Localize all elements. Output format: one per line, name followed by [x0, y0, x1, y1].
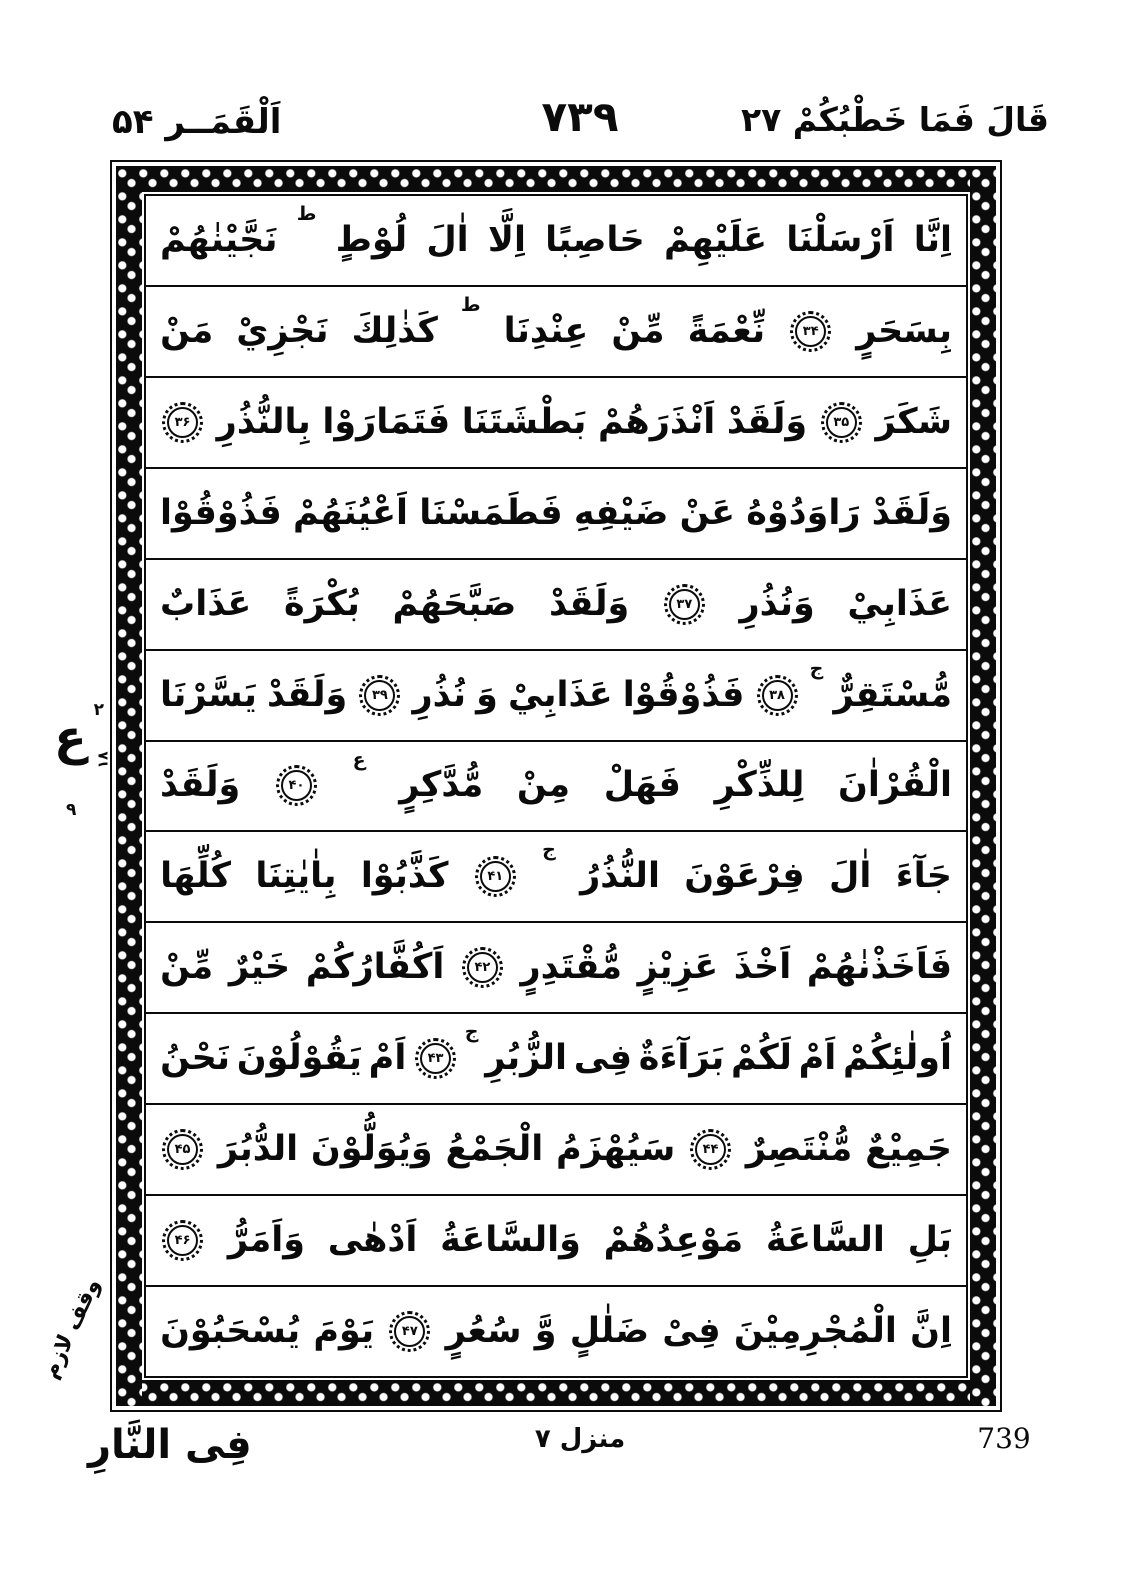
quran-word: وَلَقَدْ: [160, 765, 241, 806]
waqf-mark: ج: [464, 1021, 479, 1044]
quran-word: وَلَقَدْ: [871, 492, 952, 533]
ruku-number-bottom: ۹: [66, 800, 77, 820]
quran-word: سُعُرٍ: [445, 1311, 522, 1352]
quran-word: لُوْطٍ: [335, 219, 408, 260]
catchword: فِى النَّارِ: [88, 1422, 252, 1468]
quran-word: مُّقْتَدِرٍ: [520, 947, 622, 988]
quran-word: اَرْسَلْنَا: [786, 219, 895, 260]
quran-word: وَّ: [534, 1311, 557, 1352]
quran-word: عَلَيْهِمْ: [663, 219, 768, 260]
quran-word: نَجَّيْنٰهُمْ: [160, 219, 278, 260]
quran-word: وَاَمَرُّ: [227, 1220, 306, 1261]
quran-word: وَالسَّاعَةُ: [440, 1220, 581, 1261]
verse-number: ۴۰: [288, 778, 305, 794]
quran-word: فِىْ: [662, 1311, 721, 1352]
quran-word: مِنْ: [516, 765, 571, 806]
quran-word: فَذُوْقُوْا: [622, 674, 745, 715]
page-number-arabic: ۷۳۹: [541, 92, 619, 141]
verse-number: ۴۲: [474, 960, 491, 976]
quran-word: اٰلَ: [829, 856, 872, 897]
verse-number-rosette: [695, 1134, 726, 1165]
quran-word: مُّسْتَقِرٌّ: [833, 674, 952, 715]
verse-number-rosette: [167, 1225, 198, 1256]
verse-number: ۴۷: [401, 1324, 418, 1340]
quran-word: فَتَمَارَوْا: [322, 401, 451, 442]
verse-number: ۴۶: [174, 1233, 191, 1249]
quran-word: بُكْرَةً: [283, 583, 360, 624]
quran-word: الْمُجْرِمِيْنَ: [733, 1311, 897, 1352]
quran-word: وَلَقَدْ: [726, 401, 808, 442]
page-number-western: 739: [977, 1422, 1031, 1455]
quran-word: بَلِ: [907, 1220, 952, 1261]
quran-line: [146, 1196, 966, 1287]
verse-number: ۳۴: [802, 323, 819, 339]
quran-word: فَذُوْقُوْا: [160, 492, 282, 533]
quran-word: اَنْذَرَهُمْ: [597, 401, 716, 442]
quran-word: يَسَّرْنَا: [160, 674, 257, 715]
quran-word: اٰلَ: [426, 219, 469, 260]
quran-word: السَّاعَةُ: [765, 1220, 885, 1261]
quran-word: اَمْ: [368, 1038, 407, 1079]
waqf-mark: ج: [809, 657, 824, 680]
quran-word: مَنْ: [160, 310, 214, 351]
verse-number: ۳۷: [676, 596, 693, 612]
quran-word: فِرْعَوْنَ: [684, 856, 805, 897]
quran-word: فِى: [573, 1038, 633, 1079]
quran-word: كَذٰلِكَ: [351, 310, 438, 351]
quran-word: بِاٰيٰتِنَا: [255, 856, 337, 897]
waqf-mark: ط: [296, 203, 317, 225]
quran-word: وَلَقَدْ: [266, 674, 348, 715]
quran-word: وَيُوَلُّوْنَ: [310, 1129, 433, 1170]
quran-word: عَذَابٌ: [160, 583, 252, 624]
quran-line: [146, 923, 966, 1014]
waqf-lazim-note: وقف لازم: [37, 1274, 106, 1383]
quran-word: مُّدَّكِرٍ: [399, 765, 484, 806]
verse-number-rosette: [420, 1043, 451, 1074]
ruku-number-top: ۲: [93, 700, 104, 720]
verse-number: ۳۹: [371, 687, 388, 703]
quran-word: عَزِيْزٍ: [637, 947, 719, 988]
quran-word: جَآءَ: [895, 856, 952, 897]
quran-line: [146, 1105, 966, 1196]
ruku-marker: [52, 700, 110, 820]
quran-word: مِّنْ: [611, 310, 665, 351]
quran-line: [146, 742, 966, 833]
quran-word: بَرَآءَةٌ: [638, 1038, 725, 1079]
quran-word: النُّذُرُ: [580, 856, 660, 897]
quran-word: اَخْذَ: [733, 947, 792, 988]
quran-word: الْجَمْعُ: [445, 1129, 544, 1170]
quran-word: مَوْعِدُهُمْ: [603, 1220, 744, 1261]
ornamental-border-bottom: [116, 1380, 996, 1406]
quran-word: اِلَّا: [487, 219, 526, 260]
quran-word: اَدْهٰى: [327, 1220, 418, 1261]
ornamental-border-top: [116, 166, 996, 192]
ruku-ain-letter: ع: [54, 710, 87, 766]
quran-line: [146, 287, 966, 378]
quran-word: نَجْزِيْ: [236, 310, 329, 351]
quran-word: مُّنْتَصِرٌ: [745, 1129, 853, 1170]
verse-number-rosette: [826, 407, 857, 438]
ruku-number-middle: ۱۸: [95, 751, 112, 769]
surah-title: اَلْقَمَــر ۵۴: [112, 102, 282, 142]
quran-word: حَاصِبًا: [545, 219, 645, 260]
quran-word: الْقُرْاٰنَ: [838, 765, 952, 806]
quran-line: [146, 378, 966, 469]
quran-word: الدُّبُرَ: [217, 1129, 299, 1170]
quran-word: فَطَمَسْنَا: [419, 492, 563, 533]
quran-word: عَنْ: [679, 492, 736, 533]
verse-number: ۴۱: [487, 869, 504, 885]
quran-word: اَكُفَّارُكُمْ: [305, 947, 445, 988]
waqf-mark: ع: [352, 748, 366, 771]
quran-word: وَنُذُرِ: [739, 583, 815, 624]
quran-word: عَذَابِيْ: [507, 674, 613, 715]
verse-number-rosette: [364, 680, 395, 711]
quran-line: [146, 1287, 966, 1376]
quran-word: بَطْشَتَنَا: [461, 401, 587, 442]
quran-word: بِسَحَرٍ: [856, 310, 952, 351]
waqf-mark: ط: [460, 293, 481, 316]
quran-word: نُذُرِ: [412, 674, 466, 715]
quran-word: عِنْدِنَا: [503, 310, 589, 351]
juz-title: قَالَ فَمَا خَطْبُكُمْ ۲۷: [741, 100, 1049, 139]
quran-word: اِنَّ: [910, 1311, 952, 1352]
quran-line: [146, 832, 966, 923]
quran-word: كُلِّهَا: [160, 856, 231, 897]
quran-line: [146, 196, 966, 287]
quran-word: خَيْرٌ: [228, 947, 291, 988]
quran-line: [146, 469, 966, 560]
verse-number: ۳۶: [174, 414, 191, 430]
quran-word: لِلذِّكْرِ: [714, 765, 805, 806]
quran-word: يَقُوْلُوْنَ: [236, 1038, 362, 1079]
quran-word: نِّعْمَةً: [687, 310, 766, 351]
quran-word: اَمْ: [798, 1038, 837, 1079]
quran-word: صَبَّحَهُمْ: [392, 583, 517, 624]
verse-number: ۳۸: [769, 687, 785, 703]
quran-word: شَكَرَ: [875, 401, 952, 442]
verse-number-rosette: [167, 1134, 198, 1165]
verse-number-rosette: [467, 952, 498, 983]
verse-number-rosette: [394, 1316, 425, 1347]
verse-number: ۴۴: [702, 1142, 719, 1158]
verse-number-rosette: [795, 316, 826, 347]
verse-number: ۴۳: [427, 1051, 444, 1067]
quran-word: سَيُهْزَمُ: [556, 1129, 676, 1170]
quran-word: يُسْحَبُوْنَ: [160, 1311, 301, 1352]
quran-word: اِنَّا: [913, 219, 952, 260]
quran-word: اُولٰئِكُمْ: [843, 1038, 952, 1079]
verse-number-rosette: [480, 861, 511, 892]
quran-word: يَوْمَ: [313, 1311, 375, 1352]
quran-word: نَحْنُ: [160, 1038, 230, 1079]
quran-lines: [144, 194, 968, 1378]
quran-word: فَهَلْ: [603, 765, 681, 806]
ornamental-border-right: [970, 166, 996, 1406]
ornamental-border-left: [116, 166, 142, 1406]
quran-word: جَمِيْعٌ: [865, 1129, 952, 1170]
quran-word: ضَلٰلٍ: [569, 1311, 650, 1352]
verse-number-rosette: [167, 407, 198, 438]
waqf-mark: ج: [542, 839, 556, 862]
quran-word: بِالنُّذُرِ: [216, 401, 311, 442]
quran-word: رَاوَدُوْهُ: [746, 492, 861, 533]
quran-word: اَعْيُنَهُمْ: [292, 492, 408, 533]
quran-word: كَذَّبُوْا: [360, 856, 449, 897]
manzil-label: منزل ۷: [534, 1424, 626, 1454]
quran-word: ضَيْفِهِ: [573, 492, 669, 533]
quran-word: وَ: [476, 674, 498, 715]
verse-number-rosette: [669, 589, 700, 620]
quran-line: [146, 1014, 966, 1105]
verse-number-rosette: [762, 680, 793, 711]
verse-number: ۳۵: [833, 414, 850, 430]
quran-word: عَذَابِيْ: [847, 583, 952, 624]
quran-word: وَلَقَدْ: [548, 583, 630, 624]
quran-line: [146, 560, 966, 651]
quran-word: فَاَخَذْنٰهُمْ: [806, 947, 952, 988]
verse-number-rosette: [281, 770, 312, 801]
quran-line: [146, 651, 966, 742]
quran-word: الزُّبُرِ: [485, 1038, 568, 1079]
ornamental-frame: [110, 160, 1002, 1412]
quran-word: لَكُمْ: [730, 1038, 792, 1079]
quran-word: مِّنْ: [160, 947, 214, 988]
verse-number: ۴۵: [174, 1142, 191, 1158]
